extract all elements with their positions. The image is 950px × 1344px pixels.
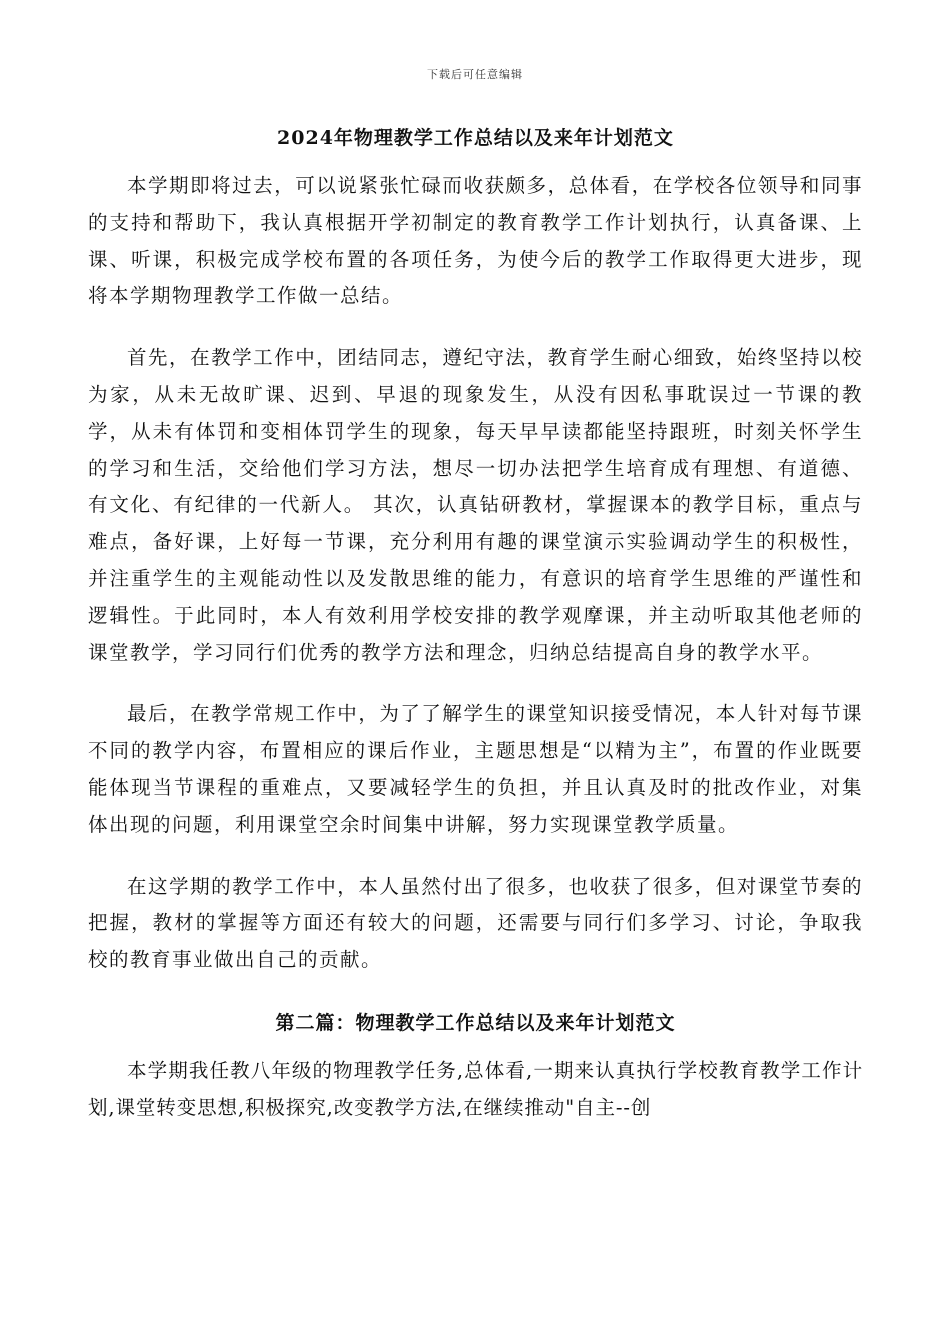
page-header-note: 下载后可任意编辑 xyxy=(427,68,523,81)
paragraph-intro: 本学期即将过去，可以说紧张忙碌而收获颇多，总体看，在学校各位领导和同事的支持和帮助下，我认真根据开学初制定的教育教学工作计划执行，认真备课、上课、听课，积极完成学校布置的各项任务，为使今后的教学工作取得更大进步，现将本学期物理教学工作做一总结。 xyxy=(88,174,863,308)
paragraph-first-second: 首先，在教学工作中，团结同志，遵纪守法，教育学生耐心细致，始终坚持以校为家，从未无故旷课、迟到、早退的现象发生，从没有因私事耽误过一节课的教学，从未有体罚和变相体罚学生的现象，每天早早读都能坚持跟班，时刻关怀学生的学习和生活，交给他们学习方法，想尽一切办法把学生培育成有理想、有道德、有文化、有纪律的一代新人。 其次，认真钻研教材，掌握课本的教学目标，重点与难点，备好课，上好每一节课，充分利用有趣的课堂演示实验调动学生的积极性，并注重学生的主观能动性以及发散思维的能力，有意识的培育学生思维的严谨性和逻辑性。于此同时，本人有效利用学校安排的教学观摩课，并主动听取其他老师的课堂教学，学习同行们优秀的教学方法和理念，归纳总结提高自身的教学水平。 xyxy=(88,346,863,664)
paragraph-finally: 最后，在教学常规工作中，为了了解学生的课堂知识接受情况，本人针对每节课不同的教学内容，布置相应的课后作业，主题思想是“以精为主”，布置的作业既要能体现当节课程的重难点，又要减轻学生的负担，并且认真及时的批改作业，对集体出现的问题，利用课堂空余时间集中讲解，努力实现课堂教学质量。 xyxy=(88,702,863,836)
paragraph-reflection: 在这学期的教学工作中，本人虽然付出了很多，也收获了很多，但对课堂节奏的把握，教材的掌握等方面还有较大的问题，还需要与同行们多学习、讨论，争取我校的教育事业做出自己的贡献。 xyxy=(88,874,863,972)
section-two-paragraph: 本学期我任教八年级的物理教学任务,总体看,一期来认真执行学校教育教学工作计划,课堂转变思想,积极探究,改变教学方法,在继续推动"自主--创 xyxy=(88,1058,863,1119)
section-two-title: 第二篇：物理教学工作总结以及来年计划范文 xyxy=(275,1011,676,1034)
document-body xyxy=(88,122,863,1127)
document-title: 2024年物理教学工作总结以及来年计划范文 xyxy=(277,127,674,149)
